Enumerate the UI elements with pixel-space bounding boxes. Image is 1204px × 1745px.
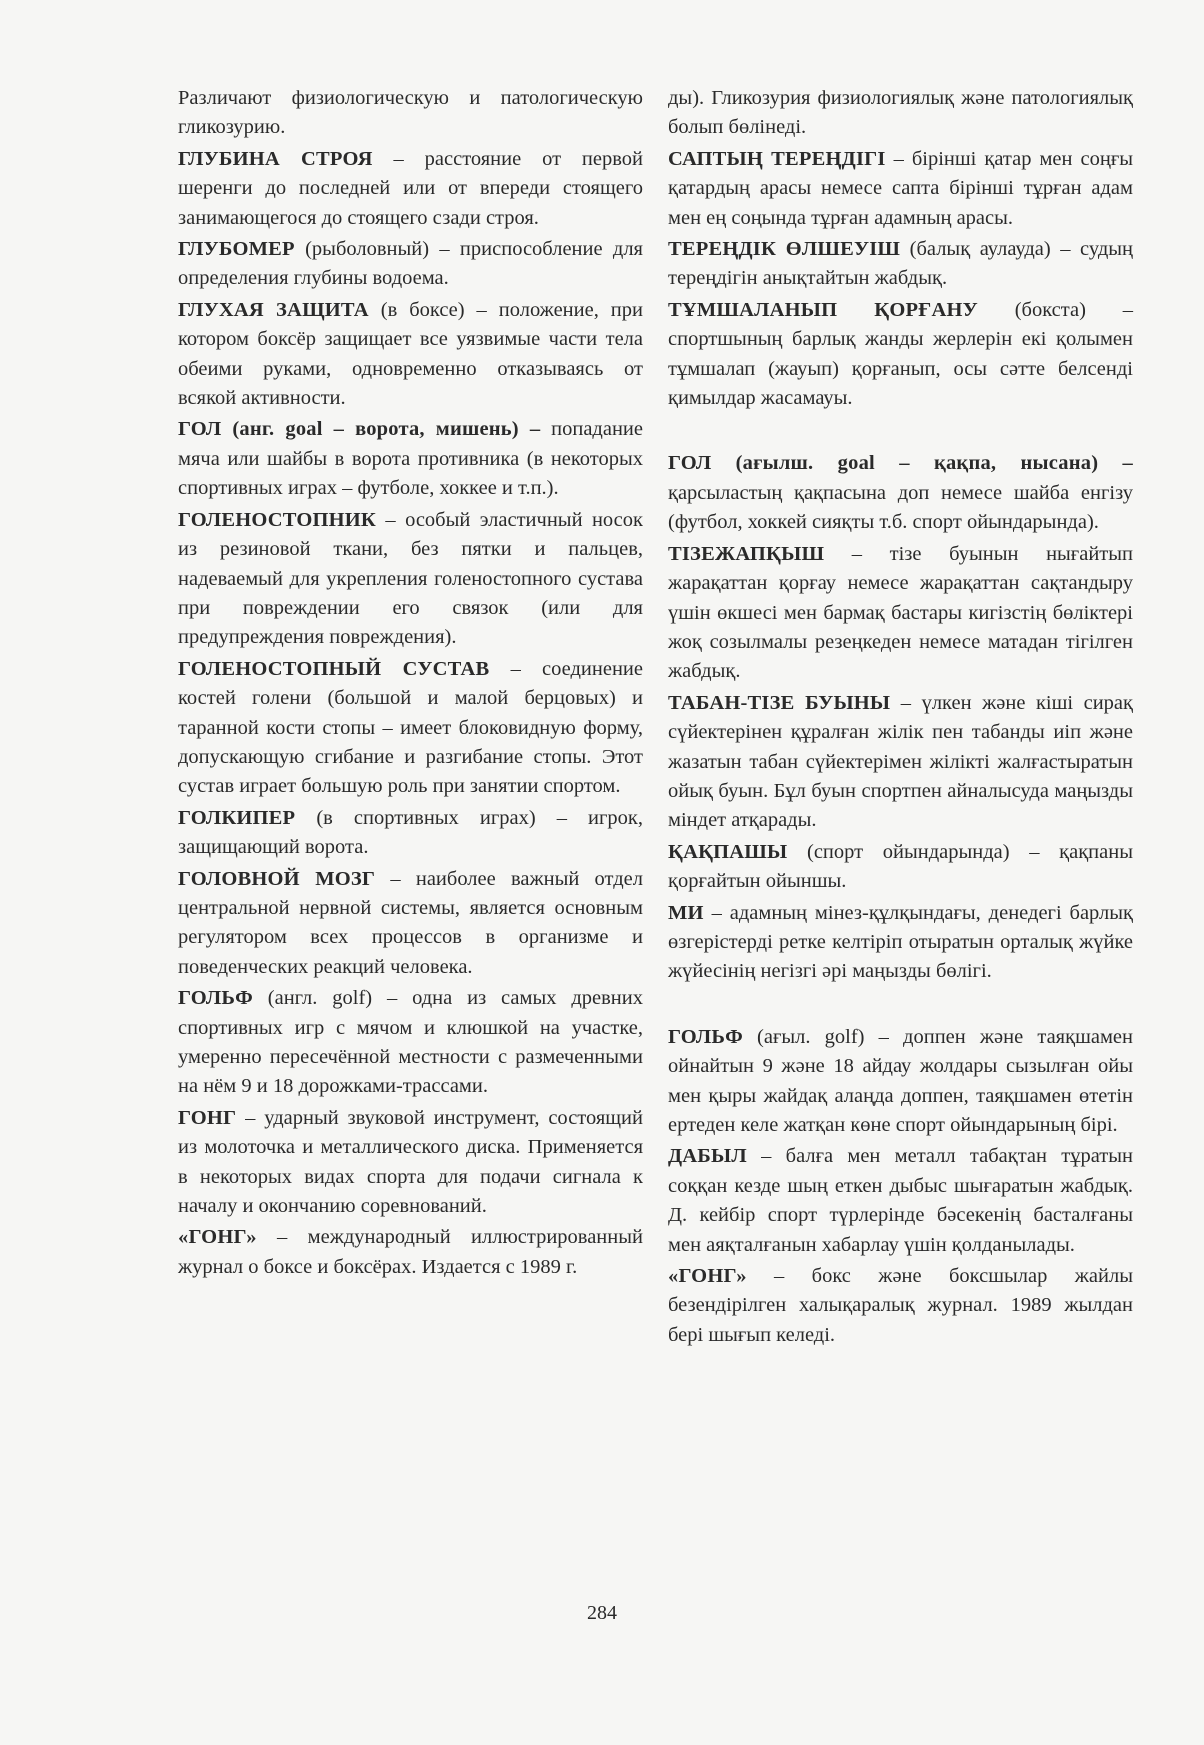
entry-term: ГЛУХАЯ ЗАЩИТА: [178, 298, 369, 321]
entry-definition: – расстояние от первой шеренги до последней или от впереди стоящего занимающегося до стоящего сзади строя.: [178, 147, 643, 229]
entry-definition: – адамның мінез-құлқындағы, денедегі барлық өзгерістерді ретке келтіріп отыратын орталық жүйке жүйесінің негізгі әрі маңызды бөлігі.: [668, 901, 1133, 983]
entry-definition: – бірінші қатар мен соңғы қатардың арасы немесе сапта бірінші тұрған адам мен ең соңында тұрған адамның арасы.: [668, 147, 1134, 229]
entry-definition: – балға мен металл табақтан тұратын соққан кезде шың еткен дыбыс шығаратын жабдық. Д. кейбір спорт түрлерінде бәсекенің басталғаны мен аяқталғанын хабарлау үшін қолданылады.: [668, 1145, 1133, 1256]
entry-golf-kz: [668, 1023, 1133, 1141]
entry-definition: (рыболовный) – приспособление для определения глубины водоема.: [178, 238, 643, 290]
entry-taban-tize-buyny: [668, 689, 1133, 836]
entry-definition: – международный иллюстрированный журнал о боксе и боксёрах. Издается с 1989 г.: [178, 1226, 643, 1278]
entry-gong: [178, 1104, 643, 1222]
entry-definition: попадание мяча или шайбы в ворота противника (в некоторых спортивных играх – футболе, хоккее и т.п.).: [178, 418, 643, 500]
entry-term: ТЕРЕҢДІК ӨЛШЕУІШ: [668, 238, 901, 261]
entry-golenostopnik: [178, 506, 643, 653]
entry-term: ТҰМШАЛАНЫП ҚОРҒАНУ: [668, 298, 978, 321]
entry-continuation: Различают физиологическую и патологическую гликозурию.: [178, 87, 643, 139]
entry-definition: – соединение костей голени (большой и малой берцовых) и таранной кости стопы – имеет блоковидную форму, допускающую сгибание и разгибание стопы. Этот сустав играет большую роль при занятии спортом.: [178, 657, 643, 798]
entry-term: «ГОНГ»: [178, 1226, 257, 1249]
entry-term: ТІЗЕЖАПҚЫШ: [668, 542, 825, 565]
entry-term: САПТЫҢ ТЕРЕҢДІГІ: [668, 147, 886, 170]
entry-gong-journal-kz: [668, 1262, 1133, 1350]
entry-term: ГОЛЕНОСТОПНЫЙ СУСТАВ: [178, 657, 490, 680]
entry-kakpashy: [668, 838, 1133, 897]
entry-gong-journal: [178, 1223, 643, 1282]
entry-continuation: ды). Гликозурия физиологиялық және патологиялық болып бөлінеді.: [668, 87, 1133, 139]
entry-term: ГОЛ (ағылш. goal – қақпа, нысана) –: [668, 452, 1133, 475]
entry-term: ГОЛ (анг. goal – ворота, мишень) –: [178, 418, 541, 441]
entry-term: ГОЛОВНОЙ МОЗГ: [178, 867, 376, 890]
kazakh-column: [668, 84, 1133, 1352]
entry-term: «ГОНГ»: [668, 1265, 747, 1288]
entry-definition: (ағыл. golf) – доппен және таяқшамен ойнайтын 9 және 18 айдау жолдары сызылған ойы мен қыры жайдақ алаңда доппен, таяқшамен өтетін ертеден келе жатқан көне спорт ойындарының бірі.: [668, 1025, 1133, 1136]
entry-term: ГЛУБИНА СТРОЯ: [178, 147, 373, 170]
entry-definition: қарсыластың қақпасына доп немесе шайба енгізу (футбол, хоккей сияқты т.б. спорт ойындарында).: [668, 481, 1133, 534]
entry-golovnoy-mozg: [178, 865, 643, 983]
entry-definition: – бокс және боксшылар жайлы безендірілген халықаралық журнал. 1989 жылдан бері шығып келеді.: [668, 1265, 1133, 1346]
entry-gol: [178, 415, 643, 503]
entry-definition: (в спортивных играх) – игрок, защищающий ворота.: [178, 806, 643, 859]
entry-definition: – ударный звуковой инструмент, состоящий из молоточка и металлического диска. Применяется в некоторых видах спорта для подачи сигнала к началу и окончанию соревнований.: [178, 1106, 643, 1218]
entry-tumshalanyp-korganu: [668, 296, 1133, 414]
entry-definition: – особый эластичный носок из резиновой ткани, без пятки и пальцев, надеваемый для укрепления голеностопного сустава при повреждении его связок (или для предупреждения повреждения).: [178, 508, 643, 649]
entry-glubomer: [178, 235, 643, 294]
entry-definition: (англ. golf) – одна из самых древних спортивных игр с мячом и клюшкой на участке, умеренно пересечённой местности с размеченными на нём 9 и 18 дорожками-трассами.: [178, 987, 643, 1098]
entry-definition: – наиболее важный отдел центральной нервной системы, является основным регулятором всех процессов в организме и поведенческих реакций человека.: [178, 867, 643, 978]
entry-golenostopny-sustav: [178, 655, 643, 802]
entry-term: ҚАҚПАШЫ: [668, 840, 788, 863]
entry-mi: [668, 899, 1133, 987]
entry-golf: [178, 984, 643, 1102]
entry-term: ГЛУБОМЕР: [178, 238, 295, 261]
entry-term: ГОЛЬФ: [178, 987, 253, 1010]
entry-dabyl: [668, 1142, 1133, 1260]
entry-definition: – тізе буынын нығайтып жарақаттан қорғау немесе жарақаттан сақтандыру үшін өкшесі мен бармақ бастары кигізстің бөліктері жоқ созылмалы резеңкеден немесе матадан тігілген жабдық.: [668, 542, 1133, 683]
entry-definition: (в боксе) – положение, при котором боксёр защищает все уязвимые части тела обеими руками, одновременно отказываясь от всякой активности.: [178, 298, 643, 410]
entry-term: МИ: [668, 901, 704, 924]
entry-terendik-olsheuish: [668, 235, 1133, 294]
entry-term: ДАБЫЛ: [668, 1145, 747, 1168]
entry-tizezhapkysh: [668, 540, 1133, 687]
entry-golkiper: [178, 804, 643, 863]
page-number: 284: [587, 1602, 617, 1624]
entry-gol-kz: [668, 449, 1133, 537]
entry-glukhaya-zashchita: [178, 296, 643, 414]
entry-definition: (спорт ойындарында) – қақпаны қорғайтын ойыншы.: [668, 840, 1133, 893]
russian-column: [178, 84, 643, 1284]
entry-term: ГОНГ: [178, 1106, 237, 1129]
entry-glubina-stroya: [178, 145, 643, 233]
entry-saptyn-terendigi: [668, 145, 1133, 233]
entry-term: ГОЛЕНОСТОПНИК: [178, 508, 377, 531]
entry-definition: (балық аулауда) – судың тереңдігін анықтайтын жабдық.: [668, 238, 1133, 290]
entry-definition: – үлкен және кіші сирақ сүйектерінен құралған жілік пен табанды иіп және жазатын табан сүйектерімен жілікті жалғастыратын ойық буын. Бұл буын спортпен айналысуда маңызды міндет атқарады.: [668, 691, 1133, 832]
entry-term: ГОЛКИПЕР: [178, 806, 296, 829]
entry-term: ГОЛЬФ: [668, 1025, 743, 1048]
entry-term: ТАБАН-ТІЗЕ БУЫНЫ: [668, 691, 891, 714]
entry-definition: (бокста) – спортшының барлық жанды жерлерін екі қолымен тұмшалап (жауып) қорғанып, осы сәтте белсенді қимылдар жасамауы.: [668, 298, 1133, 410]
